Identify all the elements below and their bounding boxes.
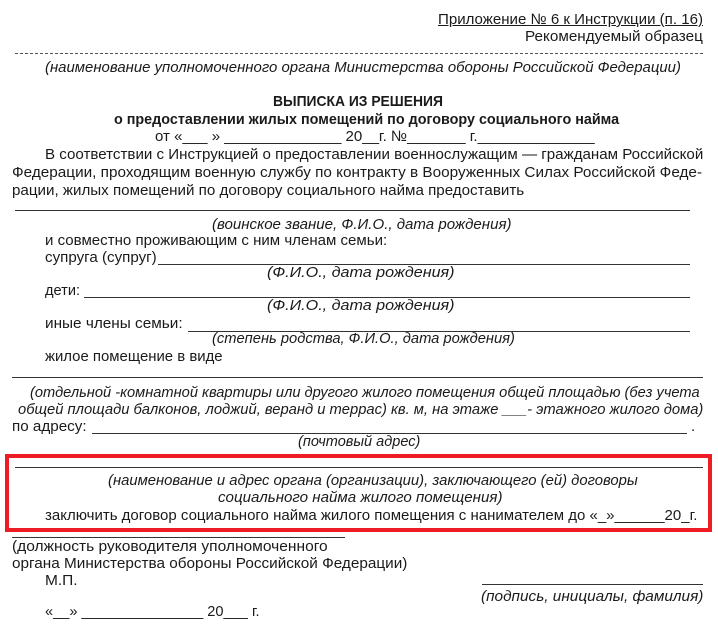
spouse-label: супруга (супруг): [45, 249, 157, 266]
org-name-line: [15, 53, 703, 54]
signatory-caption: (должность руководителя уполномоченного: [12, 538, 328, 555]
spouse-caption: (Ф.И.О., дата рождения): [267, 264, 455, 281]
contract-org-caption: социального найма жилого помещения): [218, 489, 503, 506]
document-title: ВЫПИСКА ИЗ РЕШЕНИЯ: [273, 93, 443, 110]
address-caption: (почтовый адрес): [298, 433, 421, 450]
sample-label: Рекомендуемый образец: [525, 28, 703, 45]
intro-line: Федерации, проходящим военную службу по контракту в Вооруженных Силах Российской Феде-: [12, 164, 703, 181]
address-label: по адресу:: [12, 418, 87, 435]
serviceman-line: [15, 210, 690, 211]
children-caption: (Ф.И.О., дата рождения): [267, 297, 455, 314]
premises-field[interactable]: [12, 377, 703, 378]
premises-caption: (отдельной -комнатной квартиры или другого жилого помещения общей площадью (без учета: [30, 384, 700, 401]
signatory-caption: органа Министерства обороны Российской Федерации): [12, 555, 408, 572]
date-number-line: от «___ » ______________ 20__г. №_______ г.______________: [155, 128, 595, 145]
address-end: .: [691, 418, 696, 435]
contract-org-caption: (наименование и адрес органа (организации), заключающего (ей) договоры: [108, 472, 638, 489]
intro-line: рации, жилых помещений по договору социального найма предоставить: [12, 182, 525, 199]
premises-label: жилое помещение в виде: [45, 348, 223, 365]
children-label: дети:: [45, 282, 81, 299]
contract-org-field[interactable]: [15, 467, 703, 468]
contract-line: заключить договор социального найма жилого помещения с нанимателем до «_»______20_г.: [45, 507, 698, 524]
footer-date: «__» _______________ 20___ г.: [45, 603, 260, 620]
family-intro: и совместно проживающим с ним членам семьи:: [45, 232, 388, 249]
document-subtitle: о предоставлении жилых помещений по договору социального найма: [114, 111, 620, 128]
stamp-label: М.П.: [45, 572, 78, 589]
rank-caption: (воинское звание, Ф.И.О., дата рождения): [212, 216, 512, 233]
signature-caption: (подпись, инициалы, фамилия): [480, 588, 703, 605]
premises-caption: общей площади балконов, лоджий, веранд и террас) кв. м, на этаже ___- этажного жилого дома): [18, 401, 704, 418]
intro-line: В соответствии с Инструкцией о предоставлении военнослужащим — гражданам Российской: [45, 146, 704, 163]
org-caption: (наименование уполномоченного органа Министерства обороны Российской Федерации): [45, 59, 681, 76]
others-caption: (степень родства, Ф.И.О., дата рождения): [212, 330, 515, 347]
appendix-reference: Приложение № 6 к Инструкции (п. 16): [438, 11, 703, 28]
others-label: иные члены семьи:: [45, 315, 183, 332]
signature-field[interactable]: [482, 584, 703, 585]
